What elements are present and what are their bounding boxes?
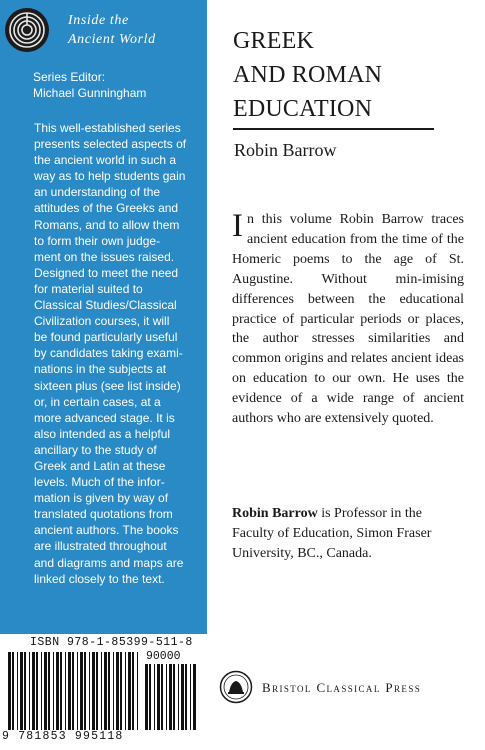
bio-author-name: Robin Barrow [232,506,318,521]
series-editor-name: Michael Gunningham [33,85,147,100]
barcode-addon-bars [145,664,199,730]
series-title-line1: Inside the [68,13,129,28]
series-panel [0,0,207,750]
author-bio [232,504,464,564]
barcode [0,634,207,750]
publisher-logo-icon [219,670,253,704]
title-rule [233,128,434,130]
publisher-name: Bristol Classical Press [262,680,422,695]
drop-cap: I [232,208,243,244]
series-editor-label: Series Editor: [33,70,106,84]
series-title-line2: Ancient World [68,32,156,47]
barcode-number: 9 781853 995118 [2,730,124,743]
labyrinth-logo-icon [5,8,49,52]
series-title [68,11,156,49]
book-title: GREEK AND ROMAN EDUCATION [233,28,383,122]
book-description [232,210,464,429]
series-editor [33,70,146,101]
description-text: n this volume Robin Barrow traces ancient education from the time of the Homeric poems to the age of St. Augustine. Without min-imising differences between the educational practice of particular periods or places, the author stresses similarities and common origins and relates ancient ideas on education to our own. He uses the evidence of a wide range of ancient authors who are extensively quoted. [232,212,464,427]
barcode-addon-number: 90000 [146,650,181,663]
isbn-text: ISBN 978-1-85399-511-8 [30,636,193,649]
barcode-bars [8,652,140,730]
book-author: Robin Barrow [234,140,337,160]
bio-text: is Professor in the Faculty of Education, Simon Fraser University, BC., Canada. [232,506,432,561]
series-blurb: This well-established series presents selected aspects of the ancient world in such a way as to help students gain an understanding of the attitudes of the Greeks and Romans, and to allow them to form their own judge- ment on the issues raised. Designed to meet the need for material suited to Classical Studies/Classical Civilization courses, it will be found particularly useful by candidates taking exami- nations in the subjects at sixteen plus (see list inside) or, in certain cases, at a more advanced stage. It is also intended as a helpful ancillary to the study of Greek and Latin at these levels. Much of the infor- mation is given by way of translated quotations from ancient authors. The books are illustrated throughout and diagrams and maps are linked closely to the text. [34,121,187,586]
